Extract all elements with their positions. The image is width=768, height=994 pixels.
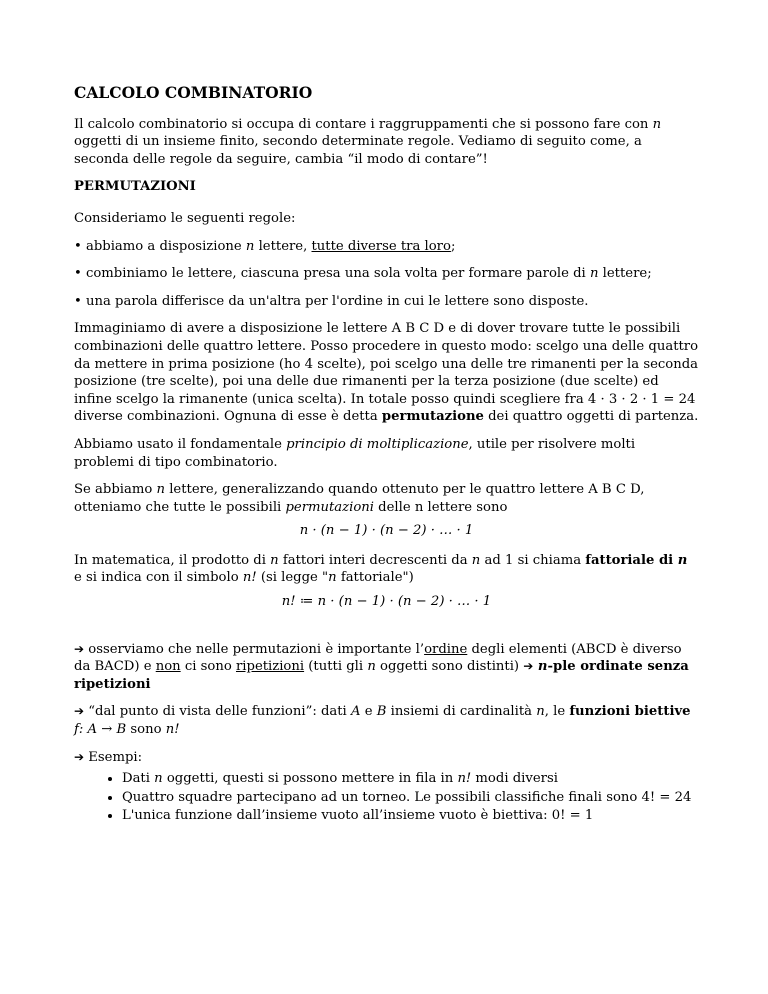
arrow-right-icon: ➔ [74, 641, 85, 656]
functions-paragraph: ➔ “dal punto di vista delle funzioni”: dati A e B insiemi di cardinalità n, le funzioni biettive f: A → B sono n! [74, 704, 691, 738]
rule-item: • combiniamo le lettere, ciascuna presa una sola volta per formare parole di n lettere; [74, 266, 652, 282]
rule-item: • abbiamo a disposizione n lettere, tutte diverse tra loro; [74, 238, 456, 254]
arrow-right-icon: ➔ [523, 659, 534, 674]
document-page [74, 84, 699, 826]
intro-paragraph: Il calcolo combinatorio si occupa di contare i raggruppamenti che si possono fare con n oggetti di un insieme finito, secondo determinate regole. Vediamo di seguito come, a seconda delle regole da seguire, cambia “il modo di contare”! [74, 116, 662, 167]
arrow-right-icon: ➔ [74, 749, 85, 764]
example-item: • L'unica funzione dall’insieme vuoto all’insieme vuoto è biettiva: 0! = 1 [122, 807, 699, 825]
generalize-paragraph: Se abbiamo n lettere, generalizzando quando ottenuto per le quattro lettere A B C D, otteniamo che tutte le possibili permutazioni delle n lettere sono [74, 482, 645, 515]
observe-paragraph: ➔ osserviamo che nelle permutazioni è importante l’ordine degli elementi (ABCD è diverso da BACD) e non ci sono ripetizioni (tutti gli n oggetti sono distinti) ➔ n-ple ordinate senza ripetizioni [74, 641, 689, 692]
formula-factorial: n! ≔ n · (n − 1) · (n − 2) · … · 1 [281, 594, 492, 610]
page-title: CALCOLO COMBINATORIO [74, 83, 313, 102]
section-heading: PERMUTAZIONI [74, 179, 196, 195]
example-paragraph: Immaginiamo di avere a disposizione le lettere A B C D e di dover trovare tutte le possibili combinazioni delle quattro lettere. Posso procedere in questo modo: scelgo una delle quattro da mettere in prima posizione (ho 4 scelte), poi scelgo una delle tre rimanenti per la seconda posizione (tre scelte), poi una delle due rimanenti per la terza posizione (due scelte) ed infine scelgo la rimanente (unica scelta). In totale posso quindi scegliere fra 4 · 3 · 2 · 1 = 24 diverse combinazioni. Ognuna di esse è detta permutazione dei quattro oggetti di partenza. [74, 321, 699, 425]
rules-intro: Consideriamo le seguenti regole: [74, 210, 296, 226]
rules-list [74, 238, 699, 311]
arrow-right-icon: ➔ [74, 704, 85, 719]
example-item: • Dati n oggetti, questi si possono mettere in fila in n! modi diversi [122, 770, 699, 788]
rule-item: • una parola differisce da un'altra per l'ordine in cui le lettere sono disposte. [74, 293, 589, 309]
principle-paragraph: Abbiamo usato il fondamentale principio di moltiplicazione, utile per risolvere molti problemi di tipo combinatorio. [74, 436, 636, 470]
examples-heading: ➔ Esempi: [74, 749, 143, 765]
formula-permutations: n · (n − 1) · (n − 2) · … · 1 [299, 523, 474, 539]
factorial-definition: In matematica, il prodotto di n fattori interi decrescenti da n ad 1 si chiama fattoriale di n e si indica con il simbolo n! (si legge "n fattoriale") [74, 552, 688, 586]
example-item: • Quattro squadre partecipano ad un torneo. Le possibili classifiche finali sono 4! = 24 [122, 789, 699, 807]
examples-list [74, 770, 699, 825]
